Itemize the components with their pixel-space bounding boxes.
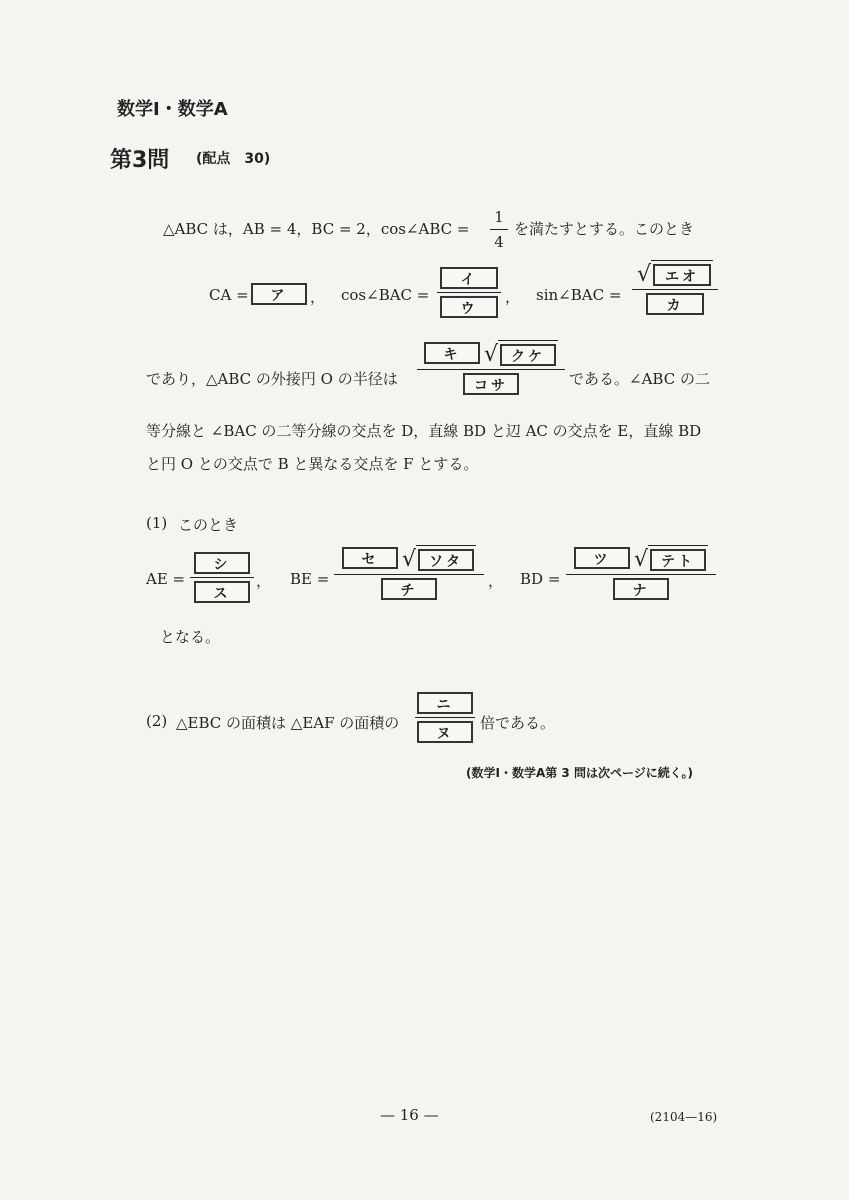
comma: ， <box>488 572 504 590</box>
bd-fraction <box>566 545 716 600</box>
be-fraction <box>334 545 484 600</box>
answer-box-kuke[interactable]: クケ <box>500 344 556 366</box>
answer-box-nu[interactable]: ヌ <box>417 721 473 743</box>
cos-abc-fraction <box>490 208 508 251</box>
area-ratio-fraction <box>415 692 475 743</box>
page-number: — 16 — <box>380 1106 439 1124</box>
answer-box-i[interactable]: イ <box>440 267 498 289</box>
intro-line3-a: であり，△ABC の外接円 O の半径は <box>146 370 398 388</box>
answer-box-eo[interactable]: エオ <box>653 264 711 286</box>
answer-box-teto[interactable]: テト <box>650 549 706 571</box>
answer-box-sota[interactable]: ソタ <box>418 549 474 571</box>
ae-label: AE = <box>146 570 186 588</box>
cos-bac-fraction <box>437 267 501 318</box>
problem-title: 第3問 <box>110 148 170 173</box>
page-code: (2104—16) <box>650 1110 718 1124</box>
answer-box-shi[interactable]: シ <box>194 552 250 574</box>
sqrt-icon: √ <box>633 547 649 572</box>
answer-box-ki[interactable]: キ <box>424 342 480 364</box>
intro-line3-b: である。∠ABC の二 <box>569 370 710 388</box>
intro-line5: と円 O との交点で B と異なる交点を F とする。 <box>146 455 479 473</box>
part1-label: (1) <box>146 514 168 532</box>
answer-box-na[interactable]: ナ <box>613 578 669 600</box>
sqrt-expression <box>484 340 558 366</box>
sqrt-expression <box>402 545 476 571</box>
sqrt-icon: √ <box>483 342 499 367</box>
answer-box-u[interactable]: ウ <box>440 296 498 318</box>
answer-box-tsu[interactable]: ツ <box>574 547 630 569</box>
answer-box-se[interactable]: セ <box>342 547 398 569</box>
sqrt-icon: √ <box>401 547 417 572</box>
answer-box-ni[interactable]: ニ <box>417 692 473 714</box>
comma: ， <box>505 288 521 306</box>
bd-label: BD = <box>520 570 561 588</box>
intro-line1-a: △ABC は，AB = 4，BC = 2，cos∠ABC = <box>163 220 470 238</box>
cos-bac-label: cos∠BAC = <box>341 286 430 304</box>
answer-box-ka[interactable]: カ <box>646 293 704 315</box>
points-label: (配点 30) <box>196 151 271 167</box>
intro-line4: 等分線と ∠BAC の二等分線の交点を D，直線 BD と辺 AC の交点を E，直線 BD <box>146 422 702 440</box>
part2-label: (2) <box>146 712 168 730</box>
continue-note: (数学Ⅰ・数学A第 3 問は次ページに続く。) <box>466 766 693 780</box>
sqrt-expression <box>637 260 713 286</box>
ca-label: CA = <box>209 286 249 304</box>
part2-text-b: 倍である。 <box>480 714 556 732</box>
part1-ending: となる。 <box>160 628 221 646</box>
answer-box-kosa[interactable]: コサ <box>463 373 519 395</box>
intro-line1-b: を満たすとする。このとき <box>514 220 695 238</box>
sin-bac-fraction <box>632 260 718 315</box>
comma: ， <box>310 288 326 306</box>
sqrt-icon: √ <box>636 262 652 287</box>
radius-fraction <box>417 340 565 395</box>
answer-box-chi[interactable]: チ <box>381 578 437 600</box>
subject-title: 数学Ⅰ・数学A <box>117 99 228 120</box>
sqrt-expression <box>634 545 708 571</box>
answer-box-su[interactable]: ス <box>194 581 250 603</box>
part2-text-a: △EBC の面積は △EAF の面積の <box>176 714 400 732</box>
part1-text: このとき <box>178 516 239 534</box>
sin-bac-label: sin∠BAC = <box>536 286 622 304</box>
ae-fraction <box>190 552 254 603</box>
answer-box-a[interactable]: ア <box>251 283 307 305</box>
comma: ， <box>256 572 272 590</box>
frac-numerator: 1 <box>494 208 504 226</box>
frac-denominator: 4 <box>494 233 504 251</box>
be-label: BE = <box>290 570 330 588</box>
